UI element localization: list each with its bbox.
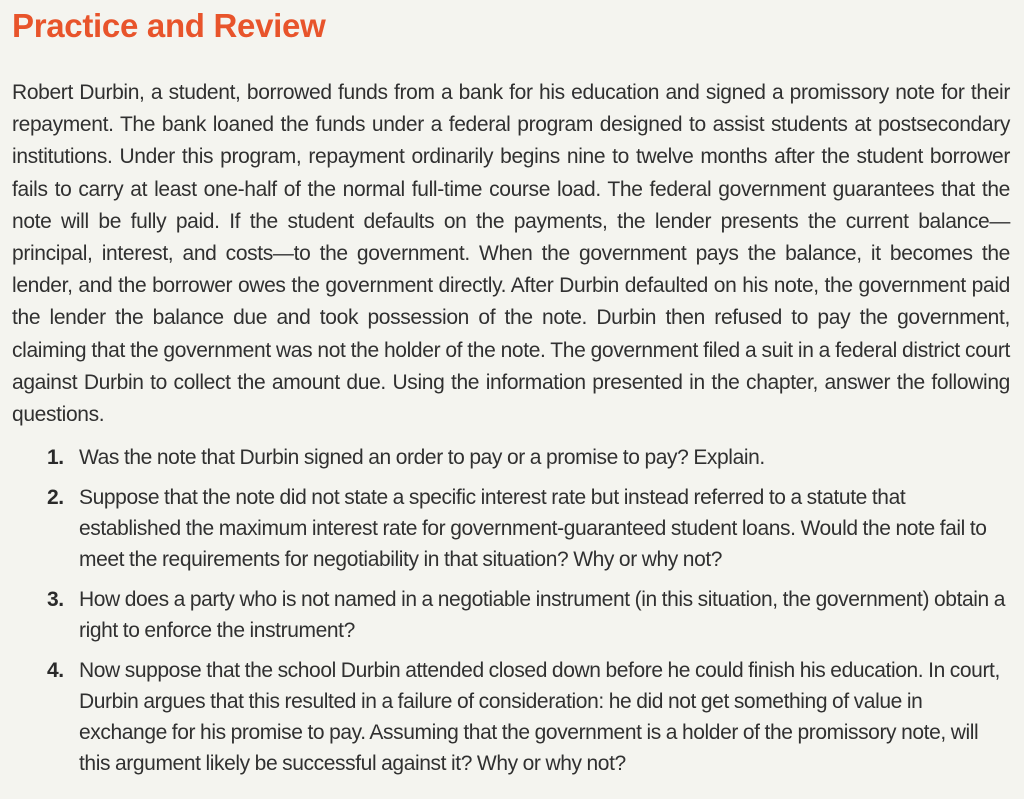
question-item [12,442,1010,473]
question-list [12,442,1010,779]
case-intro-paragraph: Robert Durbin, a student, borrowed funds from a bank for his education and signed a promissory note for their repayment. The bank loaned the funds under a federal program designed to assist students at postsecondary institutions. Under this program, repayment ordinarily begins nine to twelve months after the student borrower fails to carry at least one-half of the normal full-time course load. The federal government guarantees that the note will be fully paid. If the student defaults on the payments, the lender presents the current balance—principal, interest, and costs—to the government. When the government pays the balance, it becomes the lender, and the borrower owes the government directly. After Durbin defaulted on his note, the government paid the lender the balance due and took possession of the note. Durbin then refused to pay the government, claiming that the government was not the holder of the note. The government filed a suit in a federal district court against Durbin to collect the amount due. Using the information presented in the chapter, answer the following questions. [12,81,1010,427]
question-number: 4. [47,659,64,683]
question-number: 2. [47,486,64,510]
question-number: 1. [47,446,64,470]
question-text: How does a party who is not named in a negotiable instrument (in this situation, the government) obtain a right to enforce the instrument? [79,588,1006,643]
question-item [12,655,1010,779]
section-title: Practice and Review [12,7,326,44]
question-text: Was the note that Durbin signed an order to pay or a promise to pay? Explain. [79,446,765,470]
question-text: Now suppose that the school Durbin attended closed down before he could finish his education. In court, Durbin argues that this resulted in a failure of consideration: he did not get something of value in exchange for his promise to pay. Assuming that the government is a holder of the promissory note, will this argument likely be successful against it? Why or why not? [79,659,1000,776]
question-item [12,482,1010,575]
question-text: Suppose that the note did not state a specific interest rate but instead referred to a statute that established the maximum interest rate for government-guaranteed student loans. Would the note fail to meet the requirements for negotiability in that situation? Why or why not? [79,486,987,572]
question-number: 3. [47,588,64,612]
question-item [12,584,1010,646]
